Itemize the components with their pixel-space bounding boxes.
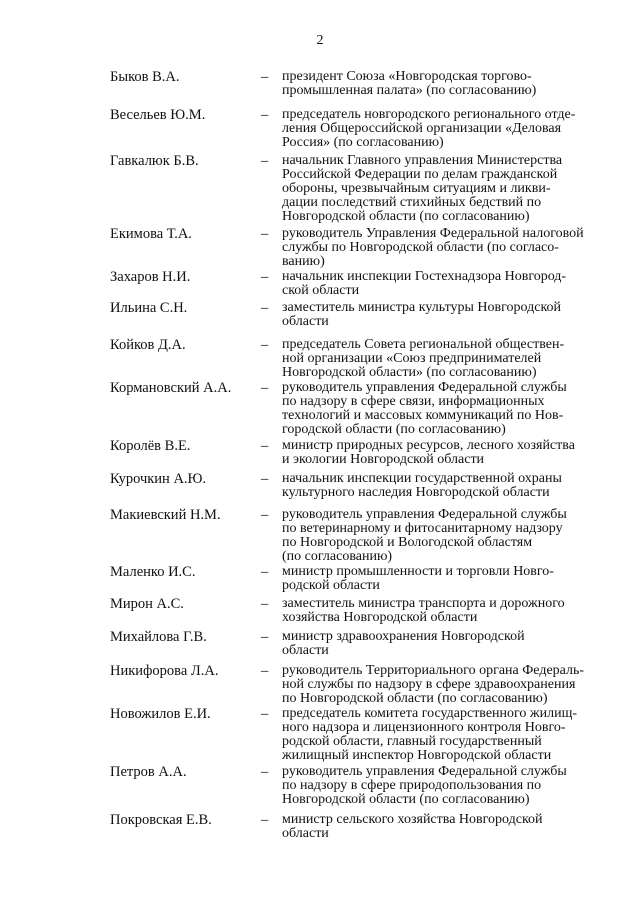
- position-line: городской области (по согласованию): [282, 422, 506, 437]
- position-line: культурного наследия Новгородской области: [282, 485, 550, 500]
- member-position: [282, 381, 592, 437]
- member-name: Новожилов Е.И.: [110, 706, 211, 722]
- member-name: Петров А.А.: [110, 764, 187, 780]
- member-position: [282, 707, 592, 763]
- member-dash: –: [261, 153, 269, 169]
- position-line: ванию): [282, 254, 325, 269]
- member-name: Михайлова Г.В.: [110, 629, 207, 645]
- position-line: дации последствий стихийных бедствий по: [282, 195, 542, 210]
- member-position: [282, 508, 592, 564]
- member-name: Койков Д.А.: [110, 337, 186, 353]
- member-position: [282, 227, 592, 269]
- member-name: Быков В.А.: [110, 69, 180, 85]
- position-line: ления Общероссийской организации «Деловая: [282, 121, 562, 136]
- member-position: [282, 270, 592, 298]
- member-dash: –: [261, 337, 269, 353]
- position-line: руководитель управления Федеральной службы: [282, 380, 567, 395]
- member-dash: –: [261, 107, 269, 123]
- position-line: начальник инспекции государственной охраны: [282, 471, 562, 486]
- position-line: начальник инспекции Гостехнадзора Новгород-: [282, 269, 567, 284]
- position-line: ной службы по надзору в сфере здравоохранения: [282, 677, 576, 692]
- member-position: [282, 338, 592, 380]
- member-dash: –: [261, 564, 269, 580]
- position-line: по Новгородской области (по согласованию): [282, 691, 548, 706]
- position-line: по надзору в сфере природопользования по: [282, 778, 542, 793]
- member-dash: –: [261, 663, 269, 679]
- member-name: Курочкин А.Ю.: [110, 471, 207, 487]
- member-dash: –: [261, 438, 269, 454]
- member-dash: –: [261, 764, 269, 780]
- member-name: Ильина С.Н.: [110, 300, 188, 316]
- member-dash: –: [261, 706, 269, 722]
- member-dash: –: [261, 226, 269, 242]
- member-name: Мирон А.С.: [110, 596, 184, 612]
- position-line: заместитель министра транспорта и дорожного: [282, 596, 565, 611]
- position-line: руководитель управления Федеральной службы: [282, 764, 567, 779]
- member-name: Никифорова Л.А.: [110, 663, 219, 679]
- position-line: руководитель Территориального органа Федераль-: [282, 663, 585, 678]
- member-dash: –: [261, 812, 269, 828]
- member-dash: –: [261, 507, 269, 523]
- position-line: области: [282, 826, 329, 841]
- position-line: родской области: [282, 578, 380, 593]
- member-dash: –: [261, 596, 269, 612]
- position-line: и экологии Новгородской области: [282, 452, 485, 467]
- member-position: [282, 597, 592, 625]
- member-dash: –: [261, 269, 269, 285]
- member-position: [282, 439, 592, 467]
- position-line: ной организации «Союз предпринимателей: [282, 351, 542, 366]
- member-name: Захаров Н.И.: [110, 269, 191, 285]
- member-position: [282, 472, 592, 500]
- position-line: жилищный инспектор Новгородской области: [282, 748, 552, 763]
- position-line: родской области, главный государственный: [282, 734, 542, 749]
- position-line: Новгородской области (по согласованию): [282, 209, 530, 224]
- position-line: Российской Федерации по делам гражданской: [282, 167, 558, 182]
- position-line: министр природных ресурсов, лесного хозяйства: [282, 438, 575, 453]
- member-position: [282, 765, 592, 807]
- position-line: руководитель управления Федеральной службы: [282, 507, 567, 522]
- position-line: Россия» (по согласованию): [282, 135, 444, 150]
- position-line: по ветеринарному и фитосанитарному надзору: [282, 521, 563, 536]
- member-position: [282, 70, 592, 98]
- member-dash: –: [261, 300, 269, 316]
- position-line: председатель новгородского регионального отде-: [282, 107, 576, 122]
- member-name: Королёв В.Е.: [110, 438, 191, 454]
- position-line: заместитель министра культуры Новгородской: [282, 300, 562, 315]
- position-line: обороны, чрезвычайным ситуациям и ликви-: [282, 181, 551, 196]
- position-line: по Новгородской и Вологодской областям: [282, 535, 533, 550]
- member-name: Кормановский А.А.: [110, 380, 232, 396]
- position-line: хозяйства Новгородской области: [282, 610, 478, 625]
- member-name: Маленко И.С.: [110, 564, 196, 580]
- member-dash: –: [261, 69, 269, 85]
- member-position: [282, 630, 592, 658]
- position-line: ного надзора и лицензионного контроля Новго-: [282, 720, 566, 735]
- member-name: Весельев Ю.М.: [110, 107, 206, 123]
- member-position: [282, 813, 592, 841]
- member-dash: –: [261, 471, 269, 487]
- member-name: Макиевский Н.М.: [110, 507, 221, 523]
- position-line: президент Союза «Новгородская торгово-: [282, 69, 532, 84]
- position-line: области: [282, 643, 329, 658]
- position-line: Новгородской области» (по согласованию): [282, 365, 537, 380]
- position-line: ской области: [282, 283, 360, 298]
- member-position: [282, 664, 592, 706]
- position-line: по надзору в сфере связи, информационных: [282, 394, 545, 409]
- position-line: (по согласованию): [282, 549, 393, 564]
- position-line: министр здравоохранения Новгородской: [282, 629, 525, 644]
- member-position: [282, 565, 592, 593]
- member-dash: –: [261, 629, 269, 645]
- member-position: [282, 108, 592, 150]
- position-line: промышленная палата» (по согласованию): [282, 83, 537, 98]
- position-line: службы по Новгородской области (по согласо-: [282, 240, 559, 255]
- member-position: [282, 301, 592, 329]
- position-line: председатель комитета государственного жилищ-: [282, 706, 578, 721]
- position-line: министр сельского хозяйства Новгородской: [282, 812, 543, 827]
- position-line: руководитель Управления Федеральной налоговой: [282, 226, 584, 241]
- member-dash: –: [261, 380, 269, 396]
- position-line: председатель Совета региональной обществен-: [282, 337, 565, 352]
- position-line: министр промышленности и торговли Новго-: [282, 564, 554, 579]
- position-line: Новгородской области (по согласованию): [282, 792, 530, 807]
- page-number: 2: [316, 33, 324, 48]
- member-name: Гавкалюк Б.В.: [110, 153, 199, 169]
- member-position: [282, 154, 592, 224]
- position-line: технологий и массовых коммуникаций по Нов-: [282, 408, 564, 423]
- member-name: Екимова Т.А.: [110, 226, 192, 242]
- position-line: начальник Главного управления Министерства: [282, 153, 563, 168]
- member-name: Покровская Е.В.: [110, 812, 212, 828]
- position-line: области: [282, 314, 329, 329]
